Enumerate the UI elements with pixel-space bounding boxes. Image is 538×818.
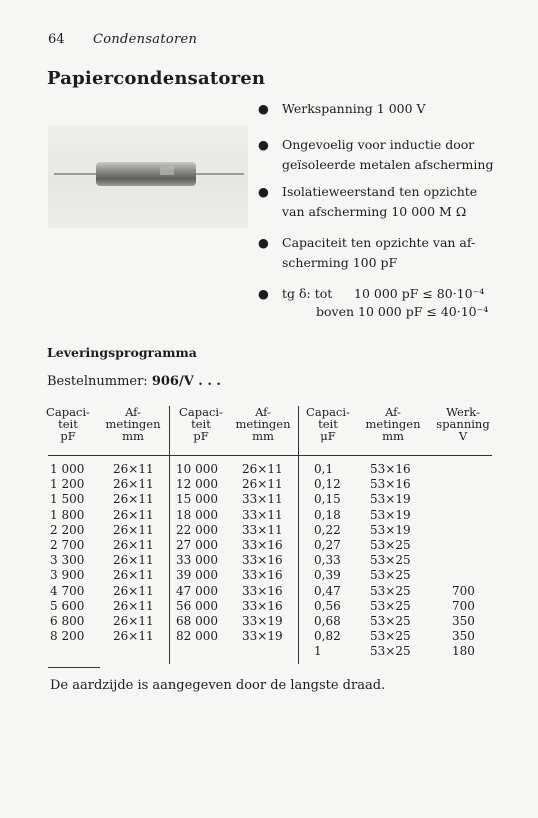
table-cell: 53×19: [370, 507, 411, 522]
column-capacitance-uf: [314, 462, 341, 660]
table-cell: 2 700: [50, 538, 85, 553]
table-cell: 53×19: [370, 492, 411, 507]
footnote-rule: [48, 667, 100, 668]
table-cell: 1: [314, 644, 322, 659]
table-cell: 27 000: [176, 538, 218, 553]
table-cell: 53×25: [370, 568, 411, 583]
spec-line: Werkspanning 1 000 V: [282, 101, 426, 116]
column-dimensions-mm-3: [370, 462, 411, 660]
table-cell: 33×16: [242, 583, 283, 598]
tg-line2: boven 10 000 pF ≤ 40·10⁻⁴: [316, 304, 489, 319]
table-cell: 6 800: [50, 614, 85, 629]
table-cell: 0,12: [314, 477, 341, 492]
table-cell: 0,15: [314, 492, 341, 507]
spec-item: [258, 135, 498, 175]
table-cell: 26×11: [113, 598, 154, 613]
spec-line: Ongevoelig voor inductie door: [282, 137, 475, 152]
table-cell: 0,27: [314, 538, 341, 553]
header-rule: [48, 455, 492, 456]
header-dim-mm-3: Af- metingen mm: [365, 405, 421, 443]
table-cell: [452, 508, 475, 523]
table-cell: 33×16: [242, 568, 283, 583]
spec-line: van afscherming 10 000 M Ω: [282, 204, 467, 219]
table-cell: 56 000: [176, 598, 218, 613]
table-cell: 1 800: [50, 507, 85, 522]
bullet-icon: ●: [258, 286, 269, 301]
table-cell: 53×19: [370, 522, 411, 537]
table-cell: 39 000: [176, 568, 218, 583]
table-cell: 3 300: [50, 553, 85, 568]
header-dim-mm-2: Af- metingen mm: [235, 405, 291, 443]
table-cell: 33×16: [242, 598, 283, 613]
table-cell: 0,82: [314, 629, 341, 644]
column-dimensions-mm-2: [242, 462, 283, 644]
table-cell: 180: [452, 644, 475, 659]
table-cell: 26×11: [113, 462, 154, 476]
column-dimensions-mm: [113, 462, 154, 644]
table-cell: 53×25: [370, 598, 411, 613]
table-cell: [452, 523, 475, 538]
table-cell: 33×16: [242, 553, 283, 568]
table-cell: [452, 477, 475, 492]
table-cell: 15 000: [176, 492, 218, 507]
table-cell: 0,18: [314, 507, 341, 522]
table-cell: 47 000: [176, 583, 218, 598]
table-cell: 26×11: [113, 477, 154, 492]
table-cell: 0,39: [314, 568, 341, 583]
table-cell: 33 000: [176, 553, 218, 568]
table-cell: 26×11: [113, 538, 154, 553]
header-cap-uf: Capaci- teit μF: [306, 405, 350, 443]
header-voltage: Werk- spanning V: [436, 405, 490, 443]
table-cell: 26×11: [113, 629, 154, 644]
table-cell: 5 600: [50, 598, 85, 613]
table-cell: 350: [452, 629, 475, 644]
table-cell: 53×25: [370, 629, 411, 644]
table-cell: 22 000: [176, 522, 218, 537]
header-cap-pf: Capaci- teit pF: [46, 405, 90, 443]
column-voltage: [452, 462, 475, 660]
table-cell: 1 200: [50, 477, 85, 492]
table-cell: 53×16: [370, 477, 411, 492]
table-cell: 53×25: [370, 614, 411, 629]
table-cell: 18 000: [176, 507, 218, 522]
subtitle: Leveringsprogramma: [47, 345, 197, 360]
bullet-icon: ●: [258, 235, 269, 250]
table-cell: 26×11: [242, 462, 283, 476]
bullet-icon: ●: [258, 137, 269, 152]
table-cell: 26×11: [113, 492, 154, 507]
table-cell: 0,33: [314, 553, 341, 568]
footnote: De aardzijde is aangegeven door de langste draad.: [50, 678, 386, 693]
column-divider: [169, 406, 170, 664]
table-cell: 1 000: [50, 462, 85, 476]
spec-line: Isolatieweerstand ten opzichte: [282, 184, 478, 199]
table-cell: 3 900: [50, 568, 85, 583]
capacitor-photo: [48, 125, 248, 228]
table-cell: 33×11: [242, 522, 283, 537]
table-cell: 53×16: [370, 462, 411, 476]
running-title: Condensatoren: [93, 32, 198, 47]
table-cell: 53×25: [370, 553, 411, 568]
page-number: 64: [48, 32, 65, 47]
table-cell: 26×11: [242, 477, 283, 492]
table-cell: [452, 492, 475, 507]
table-cell: 33×11: [242, 507, 283, 522]
table-cell: 0,68: [314, 614, 341, 629]
header-cap-pf-2: Capaci- teit pF: [179, 405, 223, 443]
spec-item-tg: [258, 284, 498, 324]
column-capacitance-pf: [50, 462, 84, 644]
table-cell: 68 000: [176, 614, 218, 629]
table-cell: 82 000: [176, 629, 218, 644]
table-cell: [452, 462, 475, 477]
table-cell: 700: [452, 583, 475, 598]
order-value: 906/V . . .: [151, 374, 221, 389]
table-cell: 26×11: [113, 507, 154, 522]
spec-item: [258, 233, 498, 273]
bullet-icon: ●: [258, 101, 269, 116]
table-cell: 2 200: [50, 522, 85, 537]
table-cell: 53×25: [370, 644, 411, 659]
order-label: Bestelnummer:: [47, 374, 152, 389]
column-divider: [298, 406, 299, 664]
table-cell: 10 000: [176, 462, 218, 476]
table-cell: 8 200: [50, 629, 85, 644]
bullet-icon: ●: [258, 184, 269, 199]
table-cell: 26×11: [113, 568, 154, 583]
table-cell: 0,22: [314, 522, 341, 537]
table-cell: 33×16: [242, 538, 283, 553]
header-dim-mm: Af- metingen mm: [105, 405, 161, 443]
table-cell: 12 000: [176, 477, 218, 492]
table-cell: 26×11: [113, 614, 154, 629]
table-cell: 53×25: [370, 583, 411, 598]
section-title: Papiercondensatoren: [47, 68, 266, 89]
order-number: [47, 374, 221, 389]
table-cell: 26×11: [113, 522, 154, 537]
table-cell: 350: [452, 614, 475, 629]
table-cell: 53×25: [370, 538, 411, 553]
table-cell: 0,47: [314, 583, 341, 598]
spec-item: [258, 99, 498, 119]
table-cell: [452, 538, 475, 553]
table-cell: 0,56: [314, 598, 341, 613]
table-cell: 700: [452, 598, 475, 613]
table-cell: 0,1: [314, 462, 334, 476]
table-cell: 1 500: [50, 492, 85, 507]
tg-line1: 10 000 pF ≤ 80·10⁻⁴: [354, 286, 485, 301]
table-cell: 4 700: [50, 583, 85, 598]
table-cell: 26×11: [113, 583, 154, 598]
table-cell: [452, 568, 475, 583]
table-cell: 33×19: [242, 614, 283, 629]
table-cell: 26×11: [113, 553, 154, 568]
column-capacitance-pf-2: [176, 462, 218, 644]
tg-label: tg δ: tot: [282, 286, 333, 301]
table-cell: [452, 553, 475, 568]
spec-item: [258, 182, 498, 222]
spec-line: scherming 100 pF: [282, 255, 398, 270]
table-cell: 33×19: [242, 629, 283, 644]
table-cell: 33×11: [242, 492, 283, 507]
spec-line: geïsoleerde metalen afscherming: [282, 157, 494, 172]
spec-line: Capaciteit ten opzichte van af-: [282, 235, 476, 250]
